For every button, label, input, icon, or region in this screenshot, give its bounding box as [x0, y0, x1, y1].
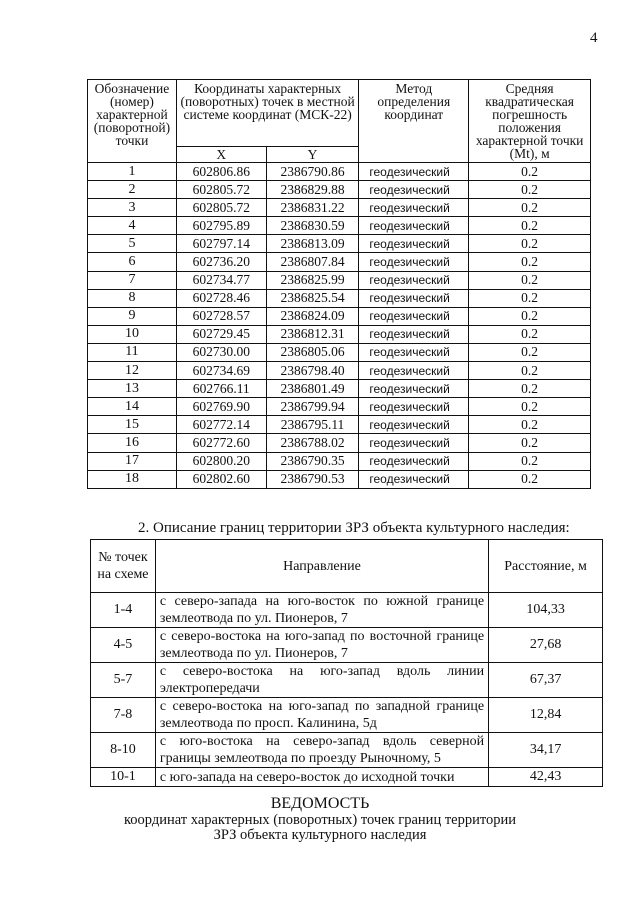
- segment-points: 5-7: [91, 663, 156, 698]
- method: геодезический: [359, 398, 469, 416]
- method: геодезический: [359, 235, 469, 253]
- coord-x: 602728.46: [176, 289, 266, 307]
- error-value: 0.2: [469, 470, 591, 488]
- segment-direction: с северо-востока на юго-запад по западной границе землеотвода по просп. Калинина, 5д: [155, 698, 488, 733]
- header-point-number: Обозначение (номер) характерной (поворотной) точки: [88, 80, 177, 163]
- coord-y: 2386799.94: [266, 398, 359, 416]
- coord-y: 2386807.84: [266, 253, 359, 271]
- method: геодезический: [359, 271, 469, 289]
- segment-points: 1-4: [91, 593, 156, 628]
- coord-x: 602772.14: [176, 416, 266, 434]
- coord-y: 2386825.54: [266, 289, 359, 307]
- table-row: [91, 663, 603, 698]
- point-number: 12: [88, 362, 177, 380]
- segment-distance: 67,37: [489, 663, 603, 698]
- coord-y: 2386801.49: [266, 380, 359, 398]
- coordinates-table: [87, 79, 591, 489]
- point-number: 8: [88, 289, 177, 307]
- segment-direction: с юго-востока на северо-запад вдоль северной границы землеотвода по проезду Рыночному, 5: [155, 733, 488, 768]
- segment-points: 8-10: [91, 733, 156, 768]
- segment-direction: с северо-востока на юго-запад по восточной границе землеотвода по ул. Пионеров, 7: [155, 628, 488, 663]
- segment-distance: 27,68: [489, 628, 603, 663]
- coord-x: 602766.11: [176, 380, 266, 398]
- coord-y: 2386790.86: [266, 163, 359, 181]
- point-number: 13: [88, 380, 177, 398]
- coord-x: 602728.57: [176, 307, 266, 325]
- header-direction: Направление: [155, 540, 488, 593]
- segment-direction: с юго-запада на северо-восток до исходной точки: [155, 768, 488, 787]
- segment-distance: 34,17: [489, 733, 603, 768]
- segment-direction: с северо-востока на юго-запад вдоль линии электропередачи: [155, 663, 488, 698]
- method: геодезический: [359, 452, 469, 470]
- coord-x: 602797.14: [176, 235, 266, 253]
- coord-x: 602806.86: [176, 163, 266, 181]
- table-row: [88, 434, 591, 452]
- point-number: 15: [88, 416, 177, 434]
- method: геодезический: [359, 307, 469, 325]
- coord-x: 602802.60: [176, 470, 266, 488]
- table-row: [88, 325, 591, 343]
- point-number: 5: [88, 235, 177, 253]
- coord-x: 602730.00: [176, 343, 266, 361]
- segment-distance: 12,84: [489, 698, 603, 733]
- header-coordinates: Координаты характерных (поворотных) точек в местной системе координат (МСК-22): [176, 80, 359, 147]
- segment-points: 4-5: [91, 628, 156, 663]
- table-row: [91, 698, 603, 733]
- coord-x: 602734.69: [176, 362, 266, 380]
- segment-points: 7-8: [91, 698, 156, 733]
- table-row: [88, 362, 591, 380]
- coord-x: 602805.72: [176, 199, 266, 217]
- method: геодезический: [359, 416, 469, 434]
- point-number: 14: [88, 398, 177, 416]
- error-value: 0.2: [469, 253, 591, 271]
- table-row: [88, 307, 591, 325]
- error-value: 0.2: [469, 217, 591, 235]
- method: геодезический: [359, 470, 469, 488]
- header-method: Метод определения координат: [359, 80, 469, 163]
- point-number: 11: [88, 343, 177, 361]
- error-value: 0.2: [469, 235, 591, 253]
- point-number: 18: [88, 470, 177, 488]
- point-number: 2: [88, 181, 177, 199]
- method: геодезический: [359, 253, 469, 271]
- table-row: [88, 235, 591, 253]
- table-row: [88, 380, 591, 398]
- coord-x: 602736.20: [176, 253, 266, 271]
- error-value: 0.2: [469, 289, 591, 307]
- coord-y: 2386830.59: [266, 217, 359, 235]
- segment-points: 10-1: [91, 768, 156, 787]
- method: геодезический: [359, 217, 469, 235]
- error-value: 0.2: [469, 434, 591, 452]
- coord-y: 2386790.35: [266, 452, 359, 470]
- coord-y: 2386825.99: [266, 271, 359, 289]
- table-row: [91, 628, 603, 663]
- table-row: [88, 199, 591, 217]
- coord-x: 602800.20: [176, 452, 266, 470]
- method: геодезический: [359, 199, 469, 217]
- error-value: 0.2: [469, 380, 591, 398]
- method: геодезический: [359, 163, 469, 181]
- vedomost-subtitle-line2: ЗРЗ объекта культурного наследия: [213, 827, 427, 843]
- point-number: 4: [88, 217, 177, 235]
- point-number: 6: [88, 253, 177, 271]
- table-row: [88, 398, 591, 416]
- error-value: 0.2: [469, 163, 591, 181]
- coord-y: 2386790.53: [266, 470, 359, 488]
- coord-x: 602795.89: [176, 217, 266, 235]
- header-error: Средняя квадратическая погрешность положения характерной точки (Mt), м: [469, 80, 591, 163]
- method: геодезический: [359, 325, 469, 343]
- table-row: [88, 416, 591, 434]
- table-row: [88, 343, 591, 361]
- table-row: [88, 163, 591, 181]
- coord-y: 2386824.09: [266, 307, 359, 325]
- error-value: 0.2: [469, 199, 591, 217]
- header-points: № точек на схеме: [91, 540, 156, 593]
- header-x: X: [176, 147, 266, 163]
- vedomost-subtitle-line1: координат характерных (поворотных) точек границ территории: [123, 812, 517, 828]
- coord-y: 2386788.02: [266, 434, 359, 452]
- coord-y: 2386812.31: [266, 325, 359, 343]
- coord-x: 602805.72: [176, 181, 266, 199]
- table-row: [88, 289, 591, 307]
- direction-table: [90, 539, 603, 787]
- coord-y: 2386831.22: [266, 199, 359, 217]
- method: геодезический: [359, 343, 469, 361]
- point-number: 1: [88, 163, 177, 181]
- segment-direction: с северо-запада на юго-восток по южной границе землеотвода по ул. Пионеров, 7: [155, 593, 488, 628]
- segment-distance: 42,43: [489, 768, 603, 787]
- point-number: 17: [88, 452, 177, 470]
- error-value: 0.2: [469, 325, 591, 343]
- point-number: 7: [88, 271, 177, 289]
- error-value: 0.2: [469, 416, 591, 434]
- error-value: 0.2: [469, 398, 591, 416]
- point-number: 10: [88, 325, 177, 343]
- table-row: [91, 733, 603, 768]
- section-title: 2. Описание границ территории ЗРЗ объекта культурного наследия:: [138, 520, 570, 536]
- error-value: 0.2: [469, 343, 591, 361]
- coord-y: 2386798.40: [266, 362, 359, 380]
- vedomost-subtitle: [0, 813, 640, 843]
- header-distance: Расстояние, м: [489, 540, 603, 593]
- coord-x: 602734.77: [176, 271, 266, 289]
- table-row: [88, 271, 591, 289]
- segment-distance: 104,33: [489, 593, 603, 628]
- page-number: 4: [590, 30, 598, 46]
- error-value: 0.2: [469, 271, 591, 289]
- coord-y: 2386805.06: [266, 343, 359, 361]
- point-number: 16: [88, 434, 177, 452]
- method: геодезический: [359, 289, 469, 307]
- table-row: [88, 181, 591, 199]
- method: геодезический: [359, 181, 469, 199]
- error-value: 0.2: [469, 362, 591, 380]
- coord-y: 2386795.11: [266, 416, 359, 434]
- coord-x: 602772.60: [176, 434, 266, 452]
- error-value: 0.2: [469, 181, 591, 199]
- table-row: [88, 452, 591, 470]
- error-value: 0.2: [469, 452, 591, 470]
- method: геодезический: [359, 362, 469, 380]
- coord-y: 2386829.88: [266, 181, 359, 199]
- coord-x: 602769.90: [176, 398, 266, 416]
- coord-x: 602729.45: [176, 325, 266, 343]
- table-row: [88, 470, 591, 488]
- header-y: Y: [266, 147, 359, 163]
- table-row: [88, 217, 591, 235]
- table-row: [91, 768, 603, 787]
- table-row: [88, 253, 591, 271]
- table-row: [91, 593, 603, 628]
- method: геодезический: [359, 434, 469, 452]
- error-value: 0.2: [469, 307, 591, 325]
- method: геодезический: [359, 380, 469, 398]
- vedomost-title: ВЕДОМОСТЬ: [270, 795, 370, 812]
- coord-y: 2386813.09: [266, 235, 359, 253]
- point-number: 9: [88, 307, 177, 325]
- point-number: 3: [88, 199, 177, 217]
